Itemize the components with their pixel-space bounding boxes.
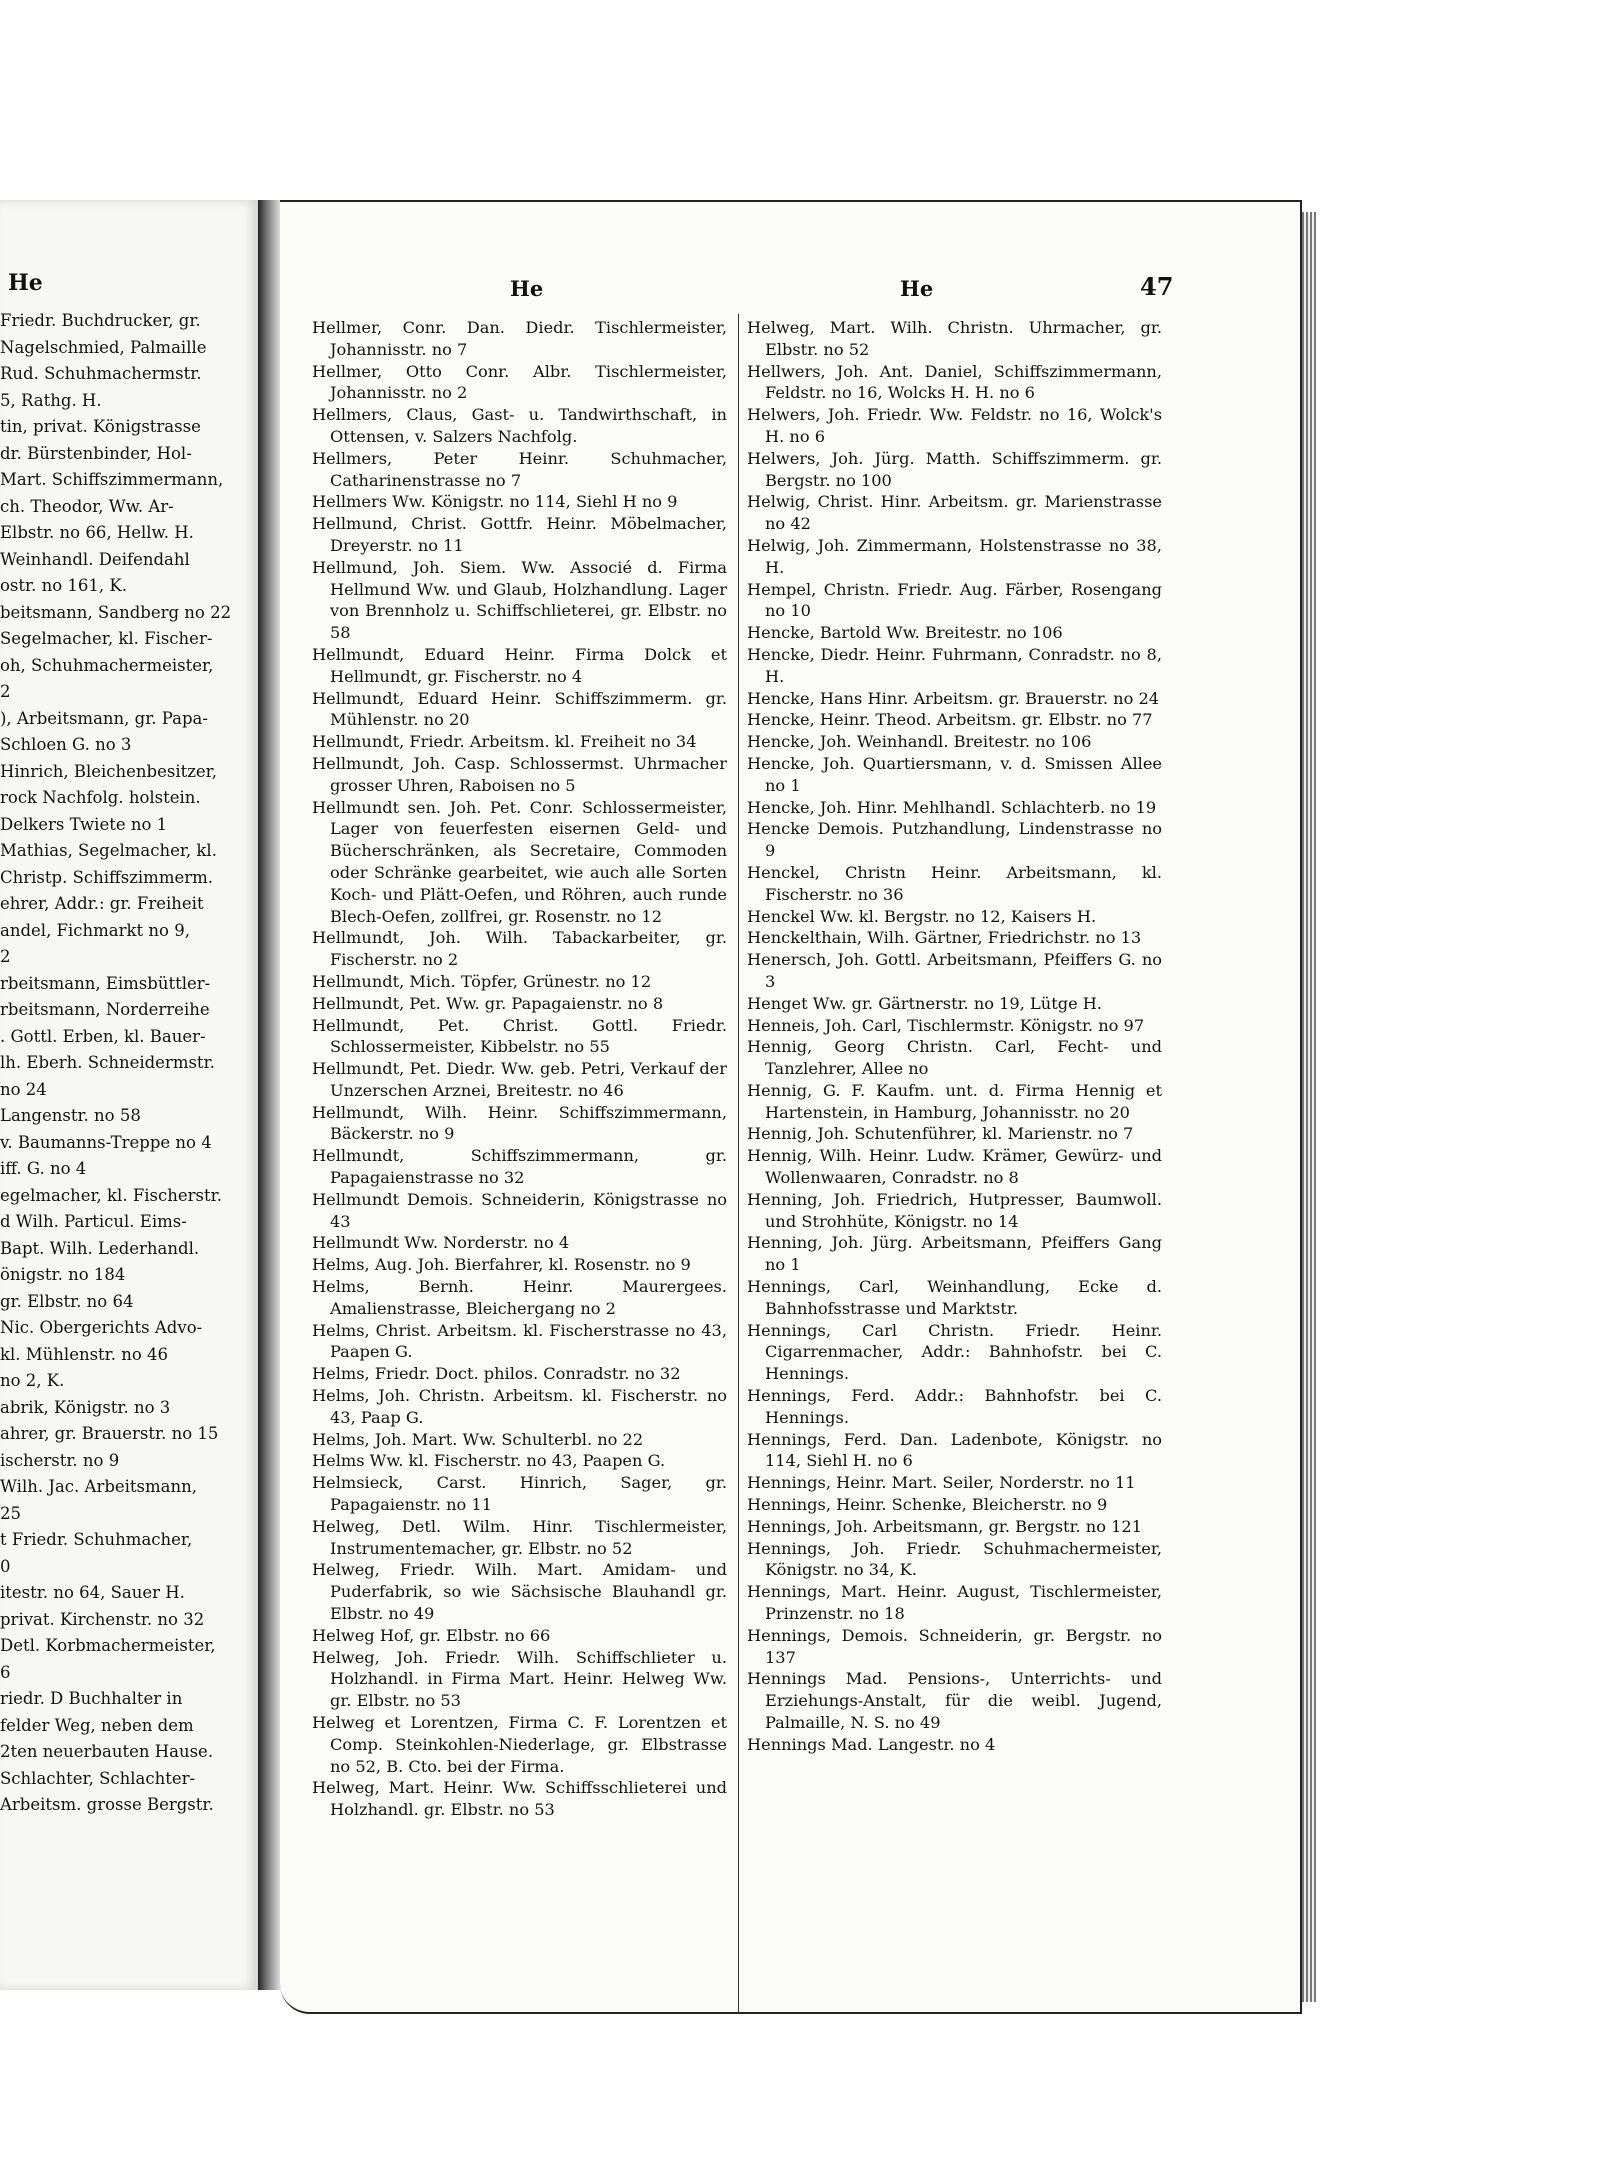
- left-page-header: He: [8, 270, 43, 296]
- book-gutter: [258, 200, 280, 1990]
- left-page-line: privat. Kirchenstr. no 32: [0, 1609, 205, 1629]
- left-column-heading: He: [510, 276, 544, 301]
- left-page-line: Mathias, Segelmacher, kl.: [0, 841, 217, 860]
- main-page: [280, 200, 1302, 2014]
- page-number: 47: [1140, 272, 1174, 301]
- left-page-line: felder Weg, neben dem: [0, 1715, 194, 1735]
- left-page-line: d Wilh. Particul. Eims-: [0, 1212, 187, 1231]
- left-page-line: ostr. no 161, K.: [0, 576, 127, 595]
- directory-entry: Helms Ww. kl. Fischerstr. no 43, Paapen G.: [312, 1451, 666, 1471]
- left-page-line: rock Nachfolg. holstein.: [0, 788, 201, 807]
- directory-entry: Hellmund, Christ. Gottfr. Heinr. Möbelmacher, Dreyerstr. no 11: [312, 514, 727, 555]
- directory-entry: Helwig, Christ. Hinr. Arbeitsm. gr. Marienstrasse no 42: [747, 492, 1162, 534]
- left-page-line: Segelmacher, kl. Fischer-: [0, 629, 213, 648]
- directory-entry: Hennig, Joh. Schutenführer, kl. Marienstr. no 7: [747, 1124, 1134, 1144]
- directory-entry: Hennings, Carl, Weinhandlung, Ecke d. Bahnhofsstrasse und Marktstr.: [747, 1277, 1162, 1318]
- left-page-line: Weinhandl. Deifendahl: [0, 549, 190, 569]
- directory-entry: Hellmundt, Joh. Casp. Schlossermst. Uhrmacher grosser Uhren, Raboisen no 5: [312, 753, 727, 795]
- directory-entry: Helms, Joh. Mart. Ww. Schulterbl. no 22: [312, 1429, 644, 1449]
- left-page-line: gr. Elbstr. no 64: [0, 1291, 134, 1311]
- directory-entry: Hennings Mad. Langestr. no 4: [747, 1734, 996, 1754]
- directory-entry: Henning, Joh. Friedrich, Hutpresser, Baumwoll. und Strohhüte, Königstr. no 14: [747, 1189, 1162, 1231]
- left-page-line: Rud. Schuhmachermstr.: [0, 364, 202, 383]
- directory-entry: Hennings, Joh. Friedr. Schuhmachermeister, Königstr. no 34, K.: [747, 1538, 1162, 1580]
- directory-entry: Hellmers, Peter Heinr. Schuhmacher, Catharinenstrasse no 7: [312, 448, 727, 490]
- directory-entry: Hellmundt, Pet. Diedr. Ww. geb. Petri, Verkauf der Unzerschen Arznei, Breitestr. no 46: [312, 1059, 727, 1100]
- directory-entry: Hencke, Joh. Hinr. Mehlhandl. Schlachterb. no 19: [747, 797, 1157, 817]
- directory-entry: Helweg, Detl. Wilm. Hinr. Tischlermeister, Instrumentemacher, gr. Elbstr. no 52: [312, 1516, 727, 1558]
- left-page-line: t Friedr. Schuhmacher,: [0, 1530, 193, 1549]
- left-page-line: Delkers Twiete no 1: [0, 814, 168, 834]
- directory-entry: Hellmers Ww. Königstr. no 114, Siehl H no 9: [312, 492, 678, 512]
- left-page-line: rbeitsmann, Eimsbüttler-: [0, 973, 211, 993]
- directory-entry: Helwers, Joh. Friedr. Ww. Feldstr. no 16, Wolck's H. no 6: [747, 405, 1162, 446]
- left-page-line: no 2, K.: [0, 1371, 65, 1390]
- directory-entry: Hencke, Heinr. Theod. Arbeitsm. gr. Elbstr. no 77: [747, 710, 1153, 730]
- directory-entry: Helms, Bernh. Heinr. Maurergees. Amalienstrasse, Bleichergang no 2: [312, 1277, 727, 1318]
- directory-entry: Helweg, Joh. Friedr. Wilh. Schiffschlieter u. Holzhandl. in Firma Mart. Heinr. Helweg Ww. gr. Elbstr. no 53: [312, 1647, 727, 1711]
- left-page-line: itestr. no 64, Sauer H.: [0, 1583, 185, 1602]
- column-divider: [738, 314, 739, 2014]
- left-page-line: Detl. Korbmachermeister,: [0, 1636, 216, 1655]
- left-page-line: Langenstr. no 58: [0, 1106, 141, 1125]
- directory-entry: Helms, Joh. Christn. Arbeitsm. kl. Fischerstr. no 43, Paap G.: [312, 1386, 727, 1427]
- left-page-line: 2: [0, 947, 11, 966]
- left-page-line: ahrer, gr. Brauerstr. no 15: [0, 1424, 219, 1443]
- left-page-line: Christp. Schiffszimmerm.: [0, 867, 214, 887]
- directory-column-left: [312, 317, 727, 1821]
- left-page-line: 5, Rathg. H.: [0, 390, 102, 410]
- directory-entry: Hellwers, Joh. Ant. Daniel, Schiffszimmermann, Feldstr. no 16, Wolcks H. H. no 6: [747, 361, 1162, 403]
- directory-entry: Hencke, Joh. Quartiersmann, v. d. Smissen Allee no 1: [747, 753, 1162, 795]
- left-page-line: abrik, Königstr. no 3: [0, 1397, 171, 1417]
- directory-entry: Helweg, Mart. Heinr. Ww. Schiffsschlieterei und Holzhandl. gr. Elbstr. no 53: [312, 1778, 727, 1820]
- left-page-line: . Gottl. Erben, kl. Bauer-: [0, 1026, 206, 1046]
- left-page-line: lh. Eberh. Schneidermstr.: [0, 1053, 215, 1072]
- left-page-line: 25: [0, 1503, 21, 1523]
- directory-entry: Hellmer, Conr. Dan. Diedr. Tischlermeister, Johannisstr. no 7: [312, 318, 727, 359]
- directory-entry: Hellmundt Demois. Schneiderin, Königstrasse no 43: [312, 1189, 727, 1231]
- left-page-line: v. Baumanns-Treppe no 4: [0, 1132, 212, 1152]
- right-column-heading: He: [900, 276, 934, 301]
- directory-entry: Hellmundt, Pet. Christ. Gottl. Friedr. Schlossermeister, Kibbelstr. no 55: [312, 1015, 727, 1057]
- left-page-line: rbeitsmann, Norderreihe: [0, 1000, 210, 1019]
- left-page-line: 2ten neuerbauten Hause.: [0, 1742, 214, 1761]
- left-page-line: andel, Fichmarkt no 9,: [0, 920, 190, 940]
- directory-entry: Helms, Christ. Arbeitsm. kl. Fischerstrasse no 43, Paapen G.: [312, 1320, 727, 1362]
- directory-entry: Hennings, Demois. Schneiderin, gr. Bergstr. no 137: [747, 1625, 1162, 1667]
- directory-entry: Hencke, Hans Hinr. Arbeitsm. gr. Brauerstr. no 24: [747, 688, 1160, 708]
- directory-entry: Helwers, Joh. Jürg. Matth. Schiffszimmerm. gr. Bergstr. no 100: [747, 448, 1162, 490]
- directory-entry: Henckelthain, Wilh. Gärtner, Friedrichstr. no 13: [747, 928, 1142, 948]
- directory-entry: Hennings, Joh. Arbeitsmann, gr. Bergstr. no 121: [747, 1516, 1143, 1536]
- directory-entry: Henckel, Christn Heinr. Arbeitsmann, kl. Fischerstr. no 36: [747, 862, 1162, 904]
- directory-entry: Henning, Joh. Jürg. Arbeitsmann, Pfeiffers Gang no 1: [747, 1233, 1162, 1275]
- directory-entry: Hennig, Georg Christn. Carl, Fecht- und Tanzlehrer, Allee no: [747, 1037, 1162, 1079]
- directory-entry: Hellmundt Ww. Norderstr. no 4: [312, 1233, 570, 1253]
- left-page-line: beitsmann, Sandberg no 22: [0, 602, 232, 622]
- directory-entry: Helweg Hof, gr. Elbstr. no 66: [312, 1625, 551, 1645]
- left-facing-page: [0, 200, 261, 1990]
- left-page-line: ), Arbeitsmann, gr. Papa-: [0, 708, 208, 728]
- directory-entry: Hellmundt sen. Joh. Pet. Conr. Schlossermeister, Lager von feuerfesten eisernen Geld- und Bücherschränken, als Secretaire, Commoden oder Schränke gearbeitet, wie auch alle Sorten Koch- und Plätt-Oefen, und Röhren, auch runde Blech-Oefen, zollfrei, gr. Rosenstr. no 12: [312, 797, 727, 926]
- directory-entry: Hellmundt, Mich. Töpfer, Grünestr. no 12: [312, 971, 652, 991]
- left-page-line: 0: [0, 1556, 11, 1576]
- left-page-line: Friedr. Buchdrucker, gr.: [0, 311, 201, 330]
- left-page-line: ch. Theodor, Ww. Ar-: [0, 496, 174, 516]
- directory-entry: Hennings, Heinr. Mart. Seiler, Norderstr. no 11: [747, 1473, 1136, 1493]
- left-page-line: egelmacher, kl. Fischerstr.: [0, 1185, 222, 1205]
- directory-entry: Hennings, Mart. Heinr. August, Tischlermeister, Prinzenstr. no 18: [747, 1582, 1162, 1624]
- left-page-line: iff. G. no 4: [0, 1159, 87, 1178]
- directory-entry: Henckel Ww. kl. Bergstr. no 12, Kaisers H.: [747, 906, 1097, 926]
- left-page-line: no 24: [0, 1079, 47, 1099]
- left-page-line: dr. Bürstenbinder, Hol-: [0, 443, 192, 463]
- directory-entry: Helweg, Mart. Wilh. Christn. Uhrmacher, gr. Elbstr. no 52: [747, 318, 1162, 359]
- directory-entry: Hencke, Joh. Weinhandl. Breitestr. no 106: [747, 732, 1092, 752]
- left-page-line: Nic. Obergerichts Advo-: [0, 1318, 203, 1337]
- left-page-line: Bapt. Wilh. Lederhandl.: [0, 1238, 200, 1258]
- directory-entry: Hellmer, Otto Conr. Albr. Tischlermeister, Johannisstr. no 2: [312, 361, 727, 403]
- left-page-text: [0, 308, 258, 1819]
- directory-entry: Hennings, Heinr. Schenke, Bleicherstr. no 9: [747, 1495, 1108, 1515]
- directory-entry: Hellmundt, Friedr. Arbeitsm. kl. Freiheit no 34: [312, 732, 697, 752]
- directory-entry: Hellmers, Claus, Gast- u. Tandwirthschaft, in Ottensen, v. Salzers Nachfolg.: [312, 405, 727, 446]
- left-page-line: Wilh. Jac. Arbeitsmann,: [0, 1477, 198, 1496]
- left-page-line: Elbstr. no 66, Hellw. H.: [0, 523, 194, 542]
- left-page-line: Schloen G. no 3: [0, 735, 132, 754]
- directory-entry: Hellmundt, Wilh. Heinr. Schiffszimmermann, Bäckerstr. no 9: [312, 1102, 727, 1144]
- left-page-line: Nagelschmied, Palmaille: [0, 337, 207, 357]
- directory-entry: Hencke, Bartold Ww. Breitestr. no 106: [747, 623, 1063, 643]
- directory-entry: Helms, Aug. Joh. Bierfahrer, kl. Rosenstr. no 9: [312, 1255, 691, 1275]
- left-page-line: tin, privat. Königstrasse: [0, 417, 201, 436]
- directory-entry: Hennings, Ferd. Addr.: Bahnhofstr. bei C. Hennings.: [747, 1386, 1162, 1427]
- directory-entry: Henget Ww. gr. Gärtnerstr. no 19, Lütge H.: [747, 993, 1103, 1013]
- directory-entry: Helwig, Joh. Zimmermann, Holstenstrasse no 38, H.: [747, 535, 1162, 577]
- left-page-line: kl. Mühlenstr. no 46: [0, 1344, 169, 1364]
- directory-entry: Helweg, Friedr. Wilh. Mart. Amidam- und Puderfabrik, so wie Sächsische Blauhandl gr. Elbstr. no 49: [312, 1560, 727, 1624]
- left-page-line: Arbeitsm. grosse Bergstr.: [0, 1795, 214, 1814]
- directory-entry: Helmsieck, Carst. Hinrich, Sager, gr. Papagaienstr. no 11: [312, 1473, 727, 1515]
- directory-entry: Hennings Mad. Pensions-, Unterrichts- und Erziehungs-Anstalt, für die weibl. Jugend, Palmaille, N. S. no 49: [747, 1669, 1162, 1732]
- page-edges: [1302, 212, 1316, 2002]
- left-page-line: Mart. Schiffszimmermann,: [0, 470, 224, 489]
- directory-entry: Henersch, Joh. Gottl. Arbeitsmann, Pfeiffers G. no 3: [747, 950, 1162, 991]
- directory-entry: Hellmund, Joh. Siem. Ww. Associé d. Firma Hellmund Ww. und Glaub, Holzhandlung. Lager von Brennholz u. Schiffschlieterei, gr. Elbstr. no 58: [312, 557, 727, 643]
- directory-entry: Hennings, Ferd. Dan. Ladenbote, Königstr. no 114, Siehl H. no 6: [747, 1429, 1162, 1471]
- left-page-line: ischerstr. no 9: [0, 1450, 120, 1470]
- directory-entry: Helms, Friedr. Doct. philos. Conradstr. no 32: [312, 1364, 681, 1384]
- directory-entry: Henneis, Joh. Carl, Tischlermstr. Königstr. no 97: [747, 1015, 1145, 1035]
- left-page-line: 6: [0, 1662, 11, 1682]
- directory-entry: Hencke, Diedr. Heinr. Fuhrmann, Conradstr. no 8, H.: [747, 644, 1162, 686]
- left-page-line: önigstr. no 184: [0, 1265, 126, 1284]
- directory-entry: Hennig, G. F. Kaufm. unt. d. Firma Hennig et Hartenstein, in Hamburg, Johannisstr. no 20: [747, 1080, 1162, 1122]
- left-page-line: riedr. D Buchhalter in: [0, 1689, 183, 1708]
- directory-entry: Hennings, Carl Christn. Friedr. Heinr. Cigarrenmacher, Addr.: Bahnhofstr. bei C. Hennings.: [747, 1320, 1162, 1384]
- directory-entry: Hellmundt, Eduard Heinr. Firma Dolck et Hellmundt, gr. Fischerstr. no 4: [312, 644, 727, 686]
- left-page-line: 2: [0, 682, 11, 701]
- directory-entry: Hellmundt, Eduard Heinr. Schiffszimmerm. gr. Mühlenstr. no 20: [312, 688, 727, 730]
- left-page-line: ehrer, Addr.: gr. Freiheit: [0, 894, 204, 913]
- directory-entry: Hellmundt, Pet. Ww. gr. Papagaienstr. no 8: [312, 993, 664, 1013]
- directory-column-right: [747, 317, 1162, 1756]
- left-page-line: Schlachter, Schlachter-: [0, 1768, 196, 1788]
- directory-entry: Hennig, Wilh. Heinr. Ludw. Krämer, Gewürz- und Wollenwaaren, Conradstr. no 8: [747, 1146, 1162, 1188]
- directory-entry: Hempel, Christn. Friedr. Aug. Färber, Rosengang no 10: [747, 579, 1162, 621]
- left-page-line: oh, Schuhmachermeister,: [0, 655, 214, 675]
- directory-entry: Hencke Demois. Putzhandlung, Lindenstrasse no 9: [747, 819, 1162, 861]
- directory-entry: Hellmundt, Schiffszimmermann, gr. Papagaienstrasse no 32: [312, 1146, 727, 1188]
- directory-entry: Hellmundt, Joh. Wilh. Tabackarbeiter, gr. Fischerstr. no 2: [312, 928, 727, 970]
- directory-entry: Helweg et Lorentzen, Firma C. F. Lorentzen et Comp. Steinkohlen-Niederlage, gr. Elbstrasse no 52, B. Cto. bei der Firma.: [312, 1713, 727, 1776]
- left-page-line: Hinrich, Bleichenbesitzer,: [0, 761, 217, 781]
